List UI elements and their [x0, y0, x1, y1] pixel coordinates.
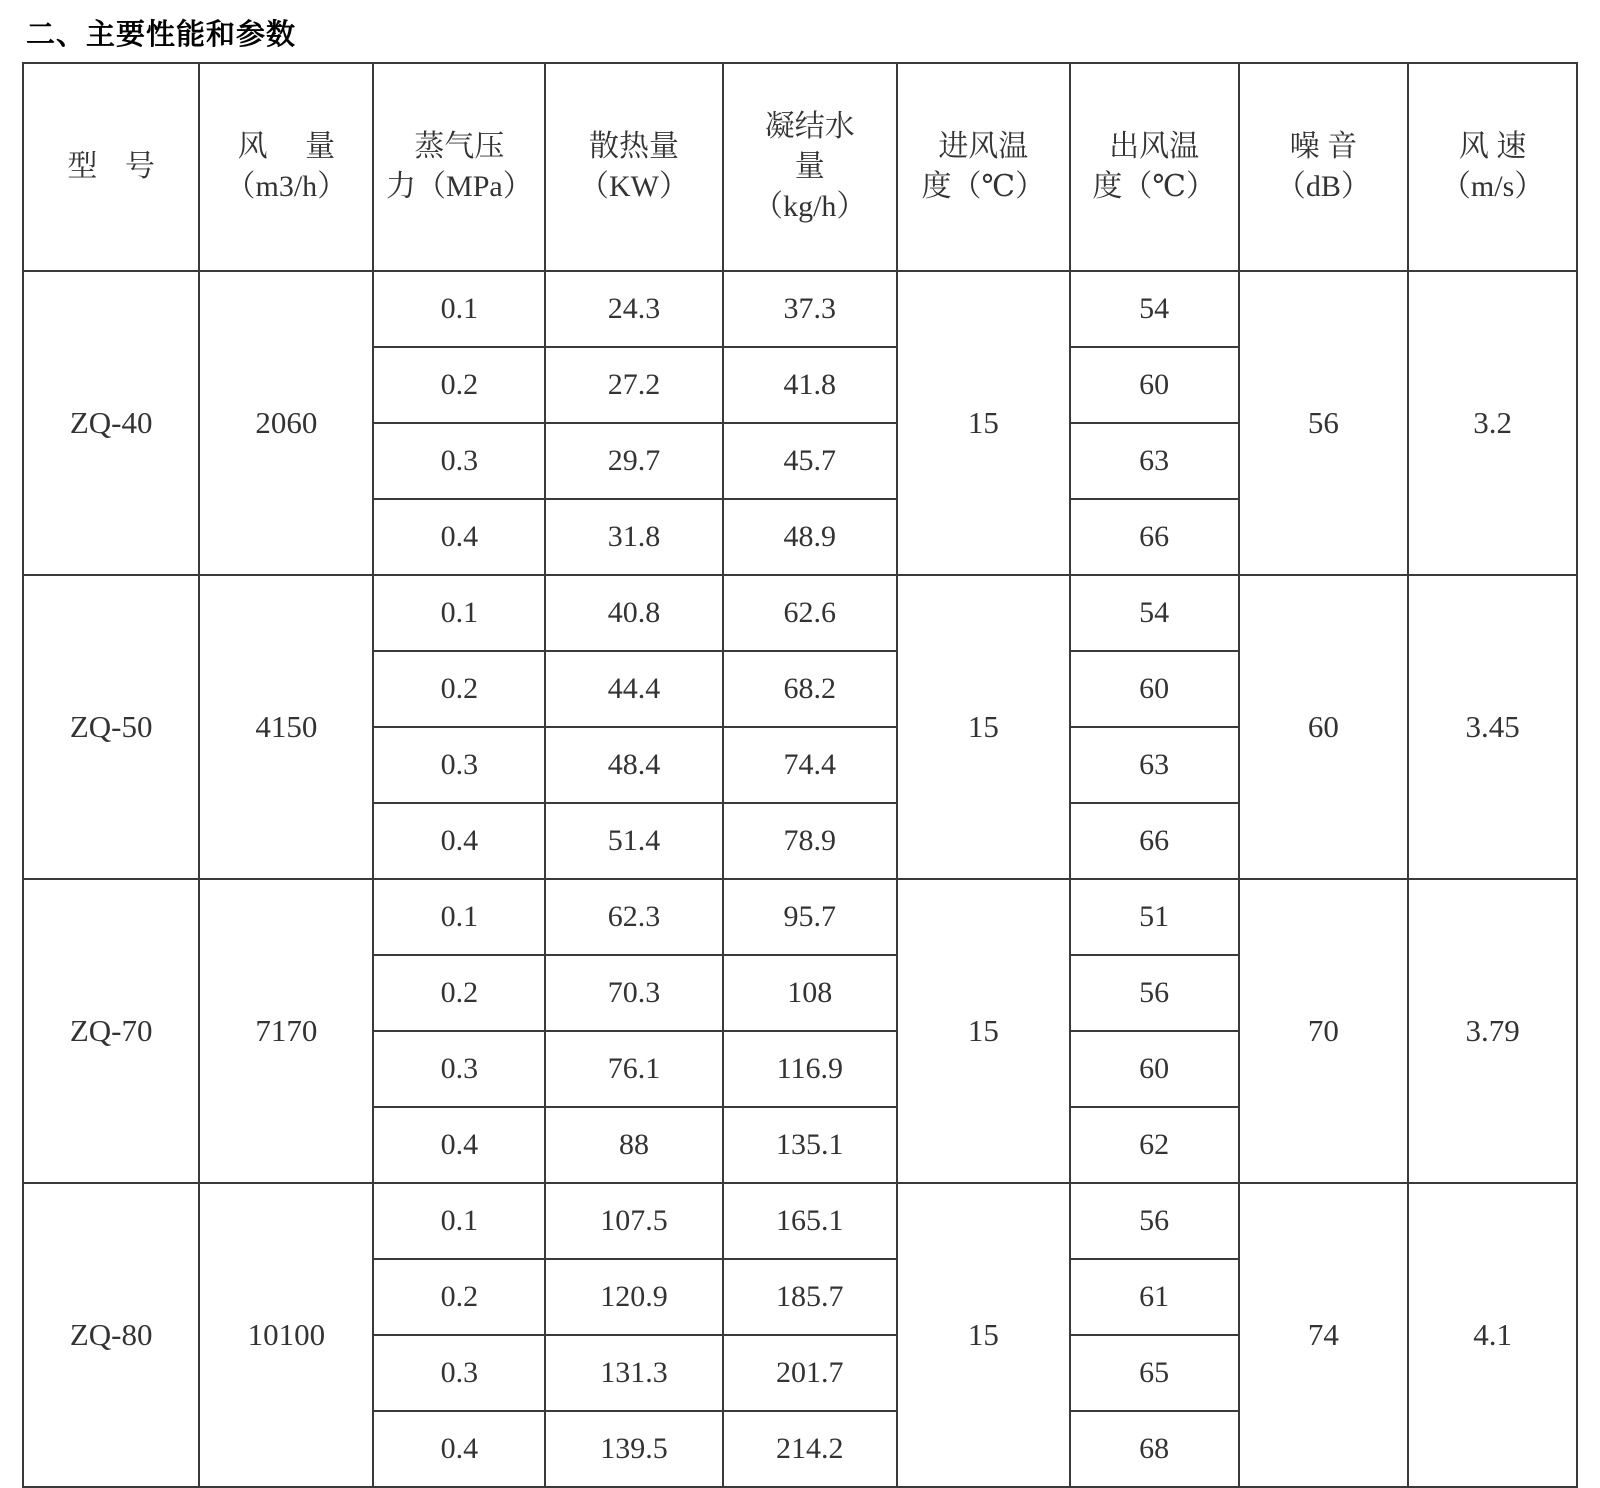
cell-air-volume: 7170 [199, 879, 373, 1183]
cell-air-volume: 10100 [199, 1183, 373, 1487]
header-inlet-temp-line2: 度（℃） [921, 170, 1046, 203]
cell-model: ZQ-50 [23, 575, 199, 879]
header-steam-pressure-line2: 力（MPa） [386, 170, 533, 203]
cell-inlet-temp: 15 [897, 1183, 1070, 1487]
header-noise [1239, 63, 1409, 271]
cell-noise: 60 [1239, 575, 1409, 879]
header-air-volume-line1: 风 量 [237, 130, 336, 163]
cell-steam-pressure: 0.4 [373, 1411, 545, 1487]
cell-heat-output: 88 [545, 1107, 722, 1183]
cell-heat-output: 31.8 [545, 499, 722, 575]
cell-noise: 70 [1239, 879, 1409, 1183]
cell-outlet-temp: 66 [1070, 803, 1239, 879]
cell-condensate: 185.7 [723, 1259, 897, 1335]
cell-condensate: 41.8 [723, 347, 897, 423]
cell-outlet-temp: 56 [1070, 955, 1239, 1031]
cell-condensate: 135.1 [723, 1107, 897, 1183]
performance-parameters-table [22, 62, 1578, 1488]
header-heat-output-line2: （KW） [579, 170, 689, 203]
cell-noise: 74 [1239, 1183, 1409, 1487]
cell-heat-output: 48.4 [545, 727, 722, 803]
cell-heat-output: 44.4 [545, 651, 722, 727]
header-outlet-temp [1070, 63, 1239, 271]
cell-outlet-temp: 54 [1070, 575, 1239, 651]
cell-steam-pressure: 0.2 [373, 955, 545, 1031]
header-outlet-temp-line2: 度（℃） [1092, 170, 1216, 203]
table-row [23, 575, 1577, 651]
header-heat-output-line1: 散热量 [589, 130, 680, 163]
cell-outlet-temp: 61 [1070, 1259, 1239, 1335]
header-condensate [723, 63, 897, 271]
header-inlet-temp [897, 63, 1070, 271]
cell-steam-pressure: 0.4 [373, 499, 545, 575]
header-model-label: 型 号 [67, 150, 165, 183]
header-steam-pressure-line1: 蒸气压 [414, 130, 505, 163]
cell-outlet-temp: 65 [1070, 1335, 1239, 1411]
header-condensate-line3: （kg/h） [753, 190, 867, 223]
header-steam-pressure [373, 63, 545, 271]
cell-wind-speed: 4.1 [1408, 1183, 1577, 1487]
cell-model: ZQ-40 [23, 271, 199, 575]
cell-steam-pressure: 0.4 [373, 1107, 545, 1183]
cell-inlet-temp: 15 [897, 575, 1070, 879]
cell-condensate: 68.2 [723, 651, 897, 727]
cell-wind-speed: 3.45 [1408, 575, 1577, 879]
cell-air-volume: 2060 [199, 271, 373, 575]
cell-heat-output: 120.9 [545, 1259, 722, 1335]
table-header-row [23, 63, 1577, 271]
cell-heat-output: 76.1 [545, 1031, 722, 1107]
cell-heat-output: 29.7 [545, 423, 722, 499]
cell-noise: 56 [1239, 271, 1409, 575]
cell-outlet-temp: 54 [1070, 271, 1239, 347]
cell-outlet-temp: 68 [1070, 1411, 1239, 1487]
cell-condensate: 95.7 [723, 879, 897, 955]
cell-outlet-temp: 60 [1070, 347, 1239, 423]
header-model [23, 63, 199, 271]
header-wind-speed-line1: 风 速 [1458, 130, 1527, 163]
header-heat-output [545, 63, 722, 271]
cell-outlet-temp: 56 [1070, 1183, 1239, 1259]
cell-heat-output: 40.8 [545, 575, 722, 651]
cell-heat-output: 70.3 [545, 955, 722, 1031]
cell-condensate: 201.7 [723, 1335, 897, 1411]
cell-steam-pressure: 0.1 [373, 879, 545, 955]
cell-outlet-temp: 62 [1070, 1107, 1239, 1183]
cell-steam-pressure: 0.3 [373, 1335, 545, 1411]
cell-steam-pressure: 0.2 [373, 347, 545, 423]
cell-steam-pressure: 0.3 [373, 1031, 545, 1107]
cell-outlet-temp: 60 [1070, 651, 1239, 727]
page-title: 二、主要性能和参数 [26, 17, 297, 51]
cell-condensate: 62.6 [723, 575, 897, 651]
cell-outlet-temp: 63 [1070, 423, 1239, 499]
cell-model: ZQ-70 [23, 879, 199, 1183]
cell-outlet-temp: 66 [1070, 499, 1239, 575]
table-row [23, 1183, 1577, 1259]
cell-inlet-temp: 15 [897, 271, 1070, 575]
cell-condensate: 37.3 [723, 271, 897, 347]
cell-condensate: 108 [723, 955, 897, 1031]
cell-heat-output: 139.5 [545, 1411, 722, 1487]
cell-outlet-temp: 60 [1070, 1031, 1239, 1107]
cell-heat-output: 51.4 [545, 803, 722, 879]
table-row [23, 271, 1577, 347]
header-wind-speed-line2: （m/s） [1440, 170, 1545, 203]
cell-steam-pressure: 0.2 [373, 651, 545, 727]
header-noise-line1: 噪 音 [1289, 130, 1358, 163]
cell-wind-speed: 3.79 [1408, 879, 1577, 1183]
cell-outlet-temp: 63 [1070, 727, 1239, 803]
cell-heat-output: 62.3 [545, 879, 722, 955]
cell-steam-pressure: 0.3 [373, 727, 545, 803]
header-air-volume [199, 63, 373, 271]
cell-condensate: 45.7 [723, 423, 897, 499]
table-row [23, 879, 1577, 955]
cell-condensate: 165.1 [723, 1183, 897, 1259]
header-outlet-temp-line1: 出风温 [1109, 130, 1200, 163]
header-noise-line2: （dB） [1275, 170, 1371, 203]
cell-heat-output: 131.3 [545, 1335, 722, 1411]
cell-outlet-temp: 51 [1070, 879, 1239, 955]
header-air-volume-line2: （m3/h） [225, 170, 348, 203]
header-inlet-temp-line1: 进风温 [938, 130, 1029, 163]
cell-condensate: 74.4 [723, 727, 897, 803]
cell-condensate: 214.2 [723, 1411, 897, 1487]
cell-condensate: 116.9 [723, 1031, 897, 1107]
cell-steam-pressure: 0.1 [373, 1183, 545, 1259]
header-condensate-line2: 量 [794, 150, 825, 183]
cell-model: ZQ-80 [23, 1183, 199, 1487]
cell-steam-pressure: 0.2 [373, 1259, 545, 1335]
cell-condensate: 78.9 [723, 803, 897, 879]
cell-air-volume: 4150 [199, 575, 373, 879]
cell-steam-pressure: 0.1 [373, 575, 545, 651]
cell-steam-pressure: 0.3 [373, 423, 545, 499]
cell-condensate: 48.9 [723, 499, 897, 575]
cell-steam-pressure: 0.4 [373, 803, 545, 879]
cell-heat-output: 107.5 [545, 1183, 722, 1259]
header-condensate-line1: 凝结水 [764, 110, 855, 143]
cell-heat-output: 27.2 [545, 347, 722, 423]
cell-wind-speed: 3.2 [1408, 271, 1577, 575]
cell-steam-pressure: 0.1 [373, 271, 545, 347]
cell-inlet-temp: 15 [897, 879, 1070, 1183]
cell-heat-output: 24.3 [545, 271, 722, 347]
header-wind-speed [1408, 63, 1577, 271]
